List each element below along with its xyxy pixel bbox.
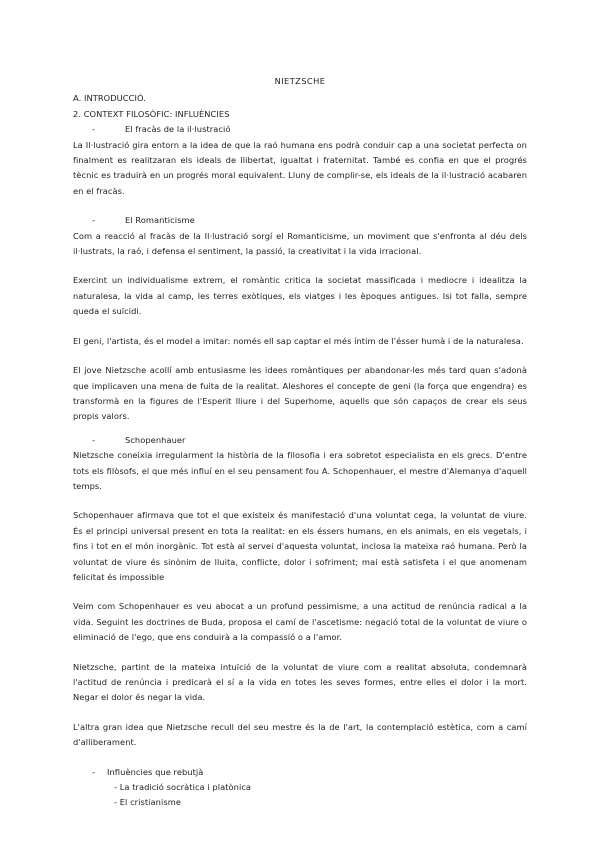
bullet-influencies-rebutjades	[73, 765, 527, 780]
bullet-romanticisme	[73, 213, 527, 228]
paragraph-schopenhauer-5: L'altra gran idea que Nietzsche recull del seu mestre és la de l'art, la contemplació estètica, com a camí d'alliberament.	[73, 721, 527, 748]
bullet-label: El Romanticisme	[125, 215, 195, 226]
paragraph-illustracio: La Il·lustració gira entorn a la idea de que la raó humana ens podrà conduir cap a una societat perfecta on finalment es realitzaran els ideals de llibertat, igualtat i fraternitat. També es confia en que el progrés tècnic es traduirà en un progrés moral equivalent. Lluny de complir-se, els ideals de la il·lustració acabaren en el fracàs.	[73, 139, 527, 196]
paragraph-romanticisme-4: El jove Nietzsche acollí amb entusiasme les idees romàntiques per abandonar-les més tard quan s'adonà que implicaven una mena de fuita de la realitat. Aleshores el concepte de geni (la força que engendra) es transformà en la figures de l'Esperit lliure i del Superhome, aquells que són capaços de crear els seus propis valors.	[73, 365, 527, 422]
paragraph-schopenhauer-2: Schopenhauer afirmava que tot el que existeix és manifestació d'una voluntat cega, la voluntat de viure. És el principi universal present en tota la realitat: en els éssers humans, en els animals, en els vegetals, i fins i tot en el món inorgànic. Tot està al servei d'aquesta voluntat, inclosa la mateixa raó humana. Però la voluntat de viure és sinònim de lluita, conflicte, dolor i sofriment; mai està satisfeta i el que anomenam felicitat és impossible	[73, 510, 527, 582]
paragraph-schopenhauer-1: Nietzsche coneixia irregularment la història de la filosofia i era sobretot especialista en els grecs. D'entre tots els filòsofs, el que més influí en el seu pensament fou A. Schopenhauer, el mestre d'Alemanya d'aquell temps.	[73, 450, 527, 491]
paragraph-schopenhauer-3: Veim com Schopenhauer es veu abocat a un profund pessimisme, a una actitud de renúncia radical a la vida. Seguint les doctrines de Buda, proposa el camí de l'ascetisme: negació total de la voluntat de viure o eliminació de l'ego, que ens conduirà a la compassió o a l'amor.	[73, 601, 527, 643]
heading-context-filosofic: 2. CONTEXT FILOSÒFIC: INFLUÈNCIES	[73, 108, 230, 119]
bullet-marker: -	[92, 766, 96, 777]
bullet-label: Schopenhauer	[125, 434, 186, 445]
bullet-label: Influències que rebutjà	[107, 766, 204, 777]
document-body	[73, 74, 527, 811]
bullet-marker: -	[92, 434, 96, 445]
bullet-fracas-illustracio	[73, 122, 527, 137]
paragraph-romanticisme-2: Exercint un individualisme extrem, el romàntic critica la societat massificada i mediocre i idealitza la naturalesa, la vida al camp, les terres exòtiques, els viatges i les èpoques antigues. Isi tot falla, sempre queda el suïcidi.	[73, 275, 527, 317]
subitem-tradicio-socratica: - La tradició socràtica i platònica	[114, 782, 252, 793]
paragraph-romanticisme-3: El geni, l'artista, és el model a imitar: només ell sap captar el més íntim de l'ésser humà i de la naturalesa.	[73, 335, 524, 346]
bullet-marker: -	[92, 124, 96, 135]
bullet-marker: -	[92, 215, 96, 226]
bullet-label: El fracàs de la il·lustració	[125, 124, 231, 135]
paragraph-romanticisme-1: Com a reacció al fracàs de la Il·lustració sorgí el Romanticisme, un moviment que s'enfronta al déu dels il·lustrats, la raó, i defensa el sentiment, la passió, la creativitat i la vida irracional.	[73, 230, 527, 257]
page-title: NIETZSCHE	[274, 76, 326, 86]
subitem-cristianisme: - El cristianisme	[114, 797, 181, 808]
heading-introduccio: A. INTRODUCCIÓ.	[73, 93, 146, 104]
paragraph-schopenhauer-4: Nietzsche, partint de la mateixa intuïció de la voluntat de viure com a realitat absoluta, condemnarà l'actitud de renúncia i predicarà el sí a la vida en totes les seves formes, entre elles el dolor i la mort. Negar el dolor és negar la vida.	[73, 661, 527, 703]
bullet-schopenhauer	[73, 433, 527, 448]
